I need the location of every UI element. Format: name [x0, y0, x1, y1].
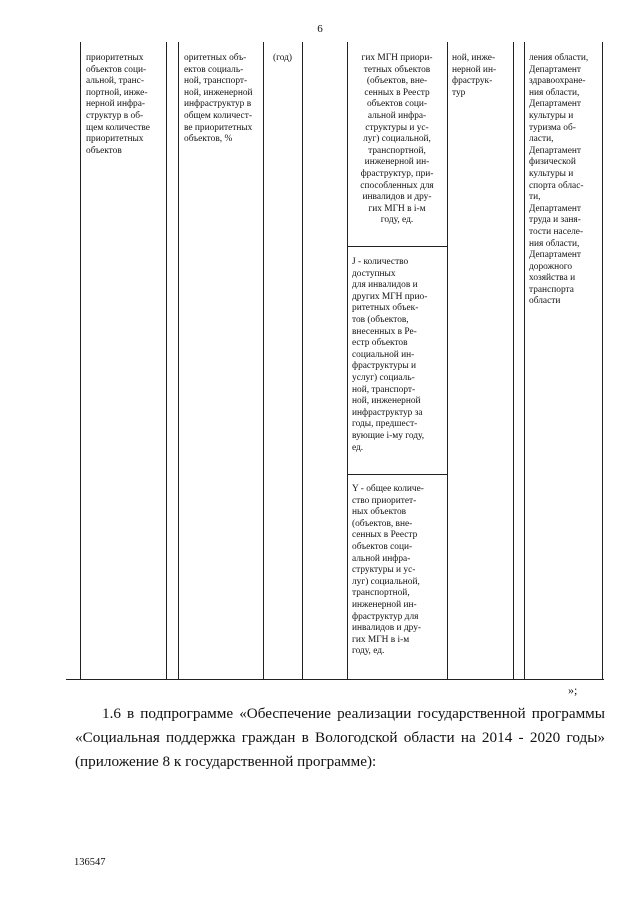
- closing-quote-mark: »;: [568, 683, 578, 697]
- table-border-col6: [447, 42, 448, 680]
- table-border-left: [80, 42, 81, 680]
- table-cell-responsible: ления области, Департамент здравоохране- ния области, Департамент культуры и туризма об- ласти, Департамент физической культуры и спорта облас- ти, Департамент труда и заня- тости населе- ния области, Департамент дорожного хозяйства и транспорта области: [529, 53, 589, 307]
- table-divider-2: [347, 474, 448, 475]
- table-border-col8: [524, 42, 525, 680]
- table-cell-infrastructure: ной, инже- нерной ин- фраструк- тур: [452, 53, 497, 98]
- page-number: 6: [317, 23, 323, 35]
- table-border-right: [602, 42, 603, 680]
- table-cell-formula-part2: J - количество доступных для инвалидов и других МГН прио- ритетных объек- тов (объектов, внесенных в Ре- естр объектов социальной ин- фраструктуры и услуг) социаль- ной, транспорт- ной, инженерной инфраструктур за годы, предшест- вующие i-му году, ед.: [352, 257, 428, 453]
- table-border-col4: [302, 42, 303, 680]
- table-border-col2: [178, 42, 179, 680]
- table-cell-indicator-name: приоритетных объектов соци- альной, транс- портной, инже- нерной инфра- структур в об- щем количестве приоритетных объектов: [86, 53, 150, 156]
- table-border-col7: [513, 42, 514, 680]
- document-code: 136547: [74, 857, 106, 868]
- table-cell-indicator-definition: оритетных объ- ектов социаль- ной, транспорт- ной, инженерной инфраструктур в общем количест- ве приоритетных объектов, %: [184, 53, 253, 145]
- paragraph-line-1: 1.6 в подпрограмме «Обеспечение реализации государственной программы: [102, 705, 605, 722]
- table-divider-1: [347, 246, 448, 247]
- paragraph-line-2: «Социальная поддержка граждан в Вологодской области на 2014 - 2020 годы»: [75, 729, 605, 746]
- table-cell-formula-part3: Y - общее количе- ство приоритет- ных объектов (объектов, вне- сенных в Реестр объектов соци- альной инфра- структуры и ус- луг) социальной, транспортной, инженерной ин- фраструктур для инвалидов и дру- гих МГН в i-м году, ед.: [352, 484, 424, 657]
- table-cell-year: (год): [272, 53, 293, 63]
- table-border-col1: [166, 42, 167, 680]
- table-cell-formula-part1: гих МГН приори- тетных объектов (объектов, вне- сенных в Реестр объектов соци- альной инфра- структуры и ус- луг) социальной, транспортной, инженерной ин- фраструктур, при- способленных для инвалидов и дру- гих МГН в i-м году, ед.: [360, 53, 434, 226]
- paragraph-line-3: (приложение 8 к государственной программе):: [75, 753, 377, 770]
- amendment-paragraph: [75, 702, 605, 774]
- table-border-bottom: [66, 679, 604, 680]
- continuation-table: [66, 42, 604, 680]
